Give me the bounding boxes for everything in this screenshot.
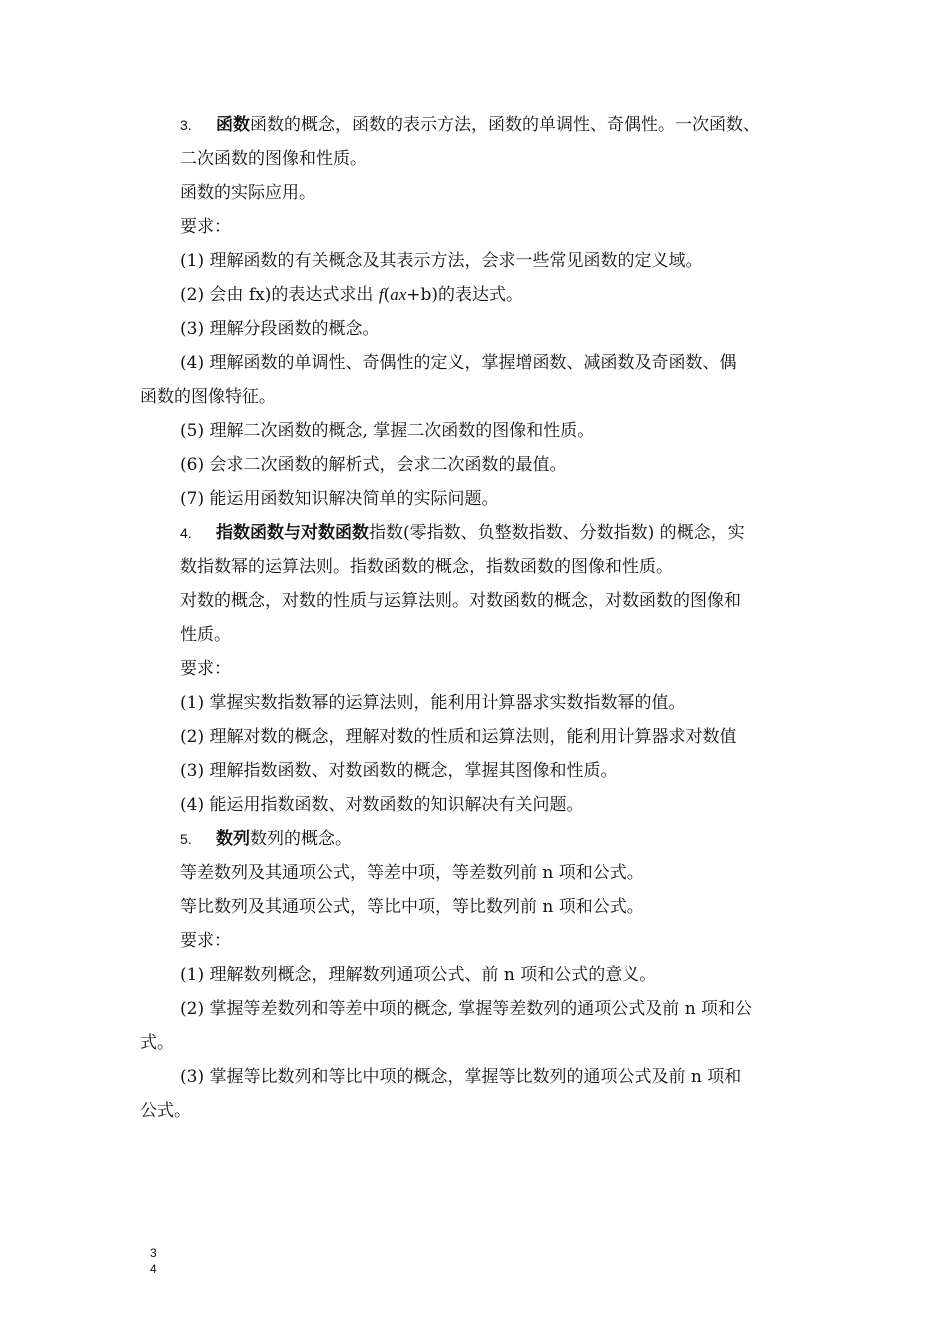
section-title: 指数函数与对数函数	[216, 523, 369, 543]
page-number-line-2: 4	[150, 1262, 157, 1276]
section-text: 数列的概念。	[250, 829, 352, 849]
requirement-item: (1) 理解函数的有关概念及其表示方法，会求一些常见函数的定义域。	[180, 251, 703, 271]
section-number: 3.	[180, 117, 192, 133]
requirement-item-continued: 式。	[140, 1033, 174, 1053]
requirement-item-continued: 函数的图像特征。	[140, 387, 276, 407]
requirement-item: (4) 能运用指数函数、对数函数的知识解决有关问题。	[180, 795, 584, 815]
paragraph-line: 函数的实际应用。	[180, 183, 316, 203]
requirement-item: (2) 理解对数的概念，理解对数的性质和运算法则，能利用计算器求对数值	[180, 727, 737, 747]
paragraph-line: 对数的概念，对数的性质与运算法则。对数函数的概念，对数函数的图像和	[180, 591, 741, 611]
requirement-item: (1) 理解数列概念，理解数列通项公式、前 n 项和公式的意义。	[180, 965, 657, 985]
requirement-item: (1) 掌握实数指数幂的运算法则，能利用计算器求实数指数幂的值。	[180, 693, 686, 713]
paragraph-line: 等比数列及其通项公式，等比中项，等比数列前 n 项和公式。	[180, 897, 644, 917]
section-4-heading	[180, 522, 745, 544]
paragraph-line: 等差数列及其通项公式，等差中项，等差数列前 n 项和公式。	[180, 863, 644, 883]
requirement-item: (3) 理解指数函数、对数函数的概念，掌握其图像和性质。	[180, 761, 618, 781]
page-number-line-1: 3	[150, 1246, 157, 1260]
paragraph-line: 二次函数的图像和性质。	[180, 149, 367, 169]
requirements-label: 要求：	[180, 217, 231, 237]
requirement-item: (7) 能运用函数知识解决简单的实际问题。	[180, 489, 499, 509]
requirement-item: (4) 理解函数的单调性、奇偶性的定义，掌握增函数、减函数及奇函数、偶	[180, 353, 737, 373]
section-number: 4.	[180, 525, 192, 541]
paragraph-line: 数指数幂的运算法则。指数函数的概念，指数函数的图像和性质。	[180, 557, 673, 577]
requirements-label: 要求：	[180, 931, 231, 951]
section-text: 函数的概念，函数的表示方法，函数的单调性、奇偶性。一次函数、	[250, 115, 760, 135]
requirement-item: (5) 理解二次函数的概念, 掌握二次函数的图像和性质。	[180, 421, 595, 441]
section-3-heading	[180, 114, 760, 136]
paragraph-line: 性质。	[180, 625, 231, 645]
requirement-item: (6) 会求二次函数的解析式，会求二次函数的最值。	[180, 455, 567, 475]
requirements-label: 要求：	[180, 659, 231, 679]
section-title: 函数	[216, 115, 250, 135]
requirement-item: (2) 会由 fx)的表达式求出 f(ax+b)的表达式。	[180, 285, 523, 305]
section-number: 5.	[180, 831, 192, 847]
requirement-item-continued: 公式。	[140, 1101, 191, 1121]
section-title: 数列	[216, 829, 250, 849]
section-text: 指数(零指数、负整数指数、分数指数) 的概念，实	[369, 523, 745, 543]
section-5-heading	[180, 828, 352, 850]
requirement-item: (3) 理解分段函数的概念。	[180, 319, 380, 339]
requirement-item: (3) 掌握等比数列和等比中项的概念，掌握等比数列的通项公式及前 n 项和	[180, 1067, 742, 1087]
requirement-item: (2) 掌握等差数列和等差中项的概念, 掌握等差数列的通项公式及前 n 项和公	[180, 999, 753, 1019]
